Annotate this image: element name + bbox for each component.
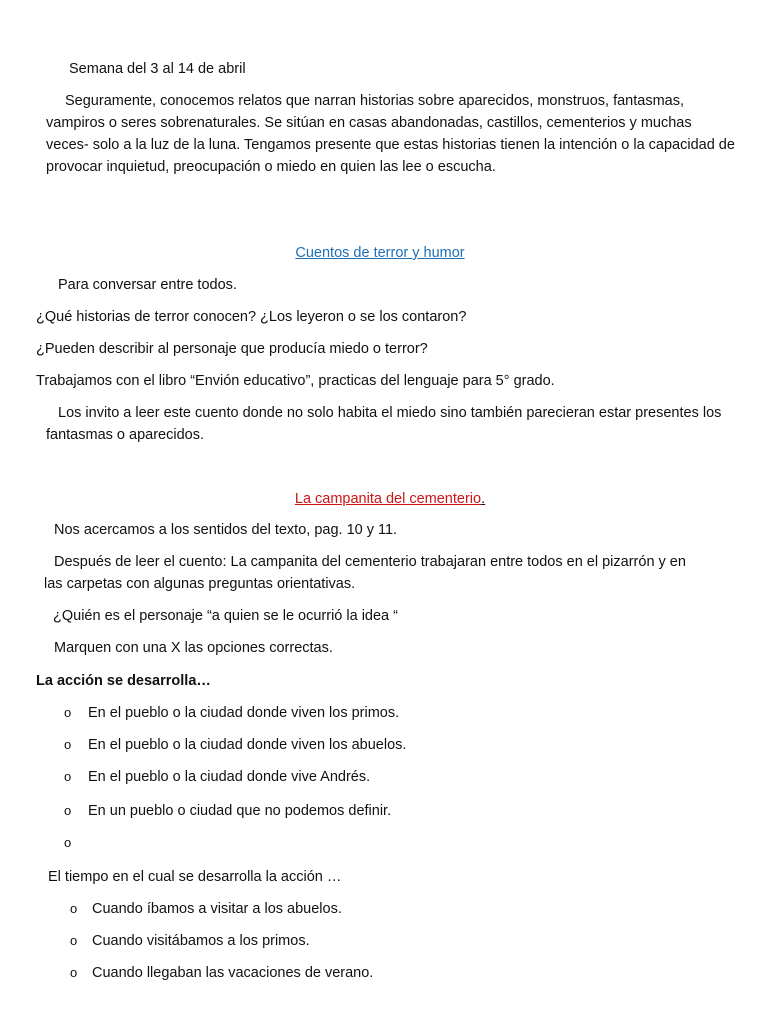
section-title-cuentos[interactable]: Cuentos de terror y humor	[295, 245, 465, 261]
bullet-icon: o	[70, 965, 78, 980]
action-heading: La acción se desarrolla…	[36, 673, 211, 689]
action-option-1: En el pueblo o la ciudad donde viven los primos.	[88, 705, 400, 721]
bullet-icon: o	[64, 705, 72, 720]
section-title-campanita[interactable]: La campanita del cementerio	[294, 491, 482, 507]
invite-paragraph: Los invito a leer este cuento donde no solo habita el miedo sino también parecieran estar presentes los fantasmas o aparecidos.	[46, 405, 722, 443]
bullet-icon: o	[70, 901, 78, 916]
text-meaning-line: Nos acercamos a los sentidos del texto, pag. 10 y 11.	[54, 522, 398, 538]
character-question: ¿Quién es el personaje “a quien se le ocurrió la idea “	[53, 608, 398, 624]
question-stories: ¿Qué historias de terror conocen? ¿Los leyeron o se los contaron?	[36, 309, 467, 325]
bullet-icon: o	[64, 737, 72, 752]
bullet-icon: o	[70, 933, 78, 948]
action-option-2: En el pueblo o la ciudad donde viven los abuelos.	[88, 737, 407, 753]
after-reading-paragraph: Después de leer el cuento: La campanita del cementerio trabajaran entre todos en el pizarrón y en las carpetas con algunas preguntas orientativas.	[44, 554, 686, 592]
action-option-3: En el pueblo o la ciudad donde vive Andrés.	[88, 769, 371, 785]
action-option-4: En un pueblo o ciudad que no podemos definir.	[88, 803, 392, 819]
book-reference: Trabajamos con el libro “Envión educativo”, practicas del lenguaje para 5° grado.	[36, 373, 555, 389]
section-title-wrapper	[0, 488, 768, 510]
conversation-prompt: Para conversar entre todos.	[58, 277, 237, 293]
time-heading: El tiempo en el cual se desarrolla la acción …	[48, 869, 342, 885]
bullet-icon: o	[64, 769, 72, 784]
bullet-icon: o	[64, 803, 72, 818]
section-title-period: .	[481, 491, 486, 507]
time-option-1: Cuando íbamos a visitar a los abuelos.	[92, 901, 342, 917]
time-option-3: Cuando llegaban las vacaciones de verano.	[92, 965, 374, 981]
instruction-line: Marquen con una X las opciones correctas.	[54, 640, 333, 656]
bullet-icon: o	[64, 835, 72, 850]
question-character: ¿Pueden describir al personaje que producía miedo o terror?	[36, 341, 428, 357]
time-option-2: Cuando visitábamos a los primos.	[92, 933, 310, 949]
intro-paragraph: Seguramente, conocemos relatos que narran historias sobre aparecidos, monstruos, fantasmas, vampiros o seres sobrenaturales. Se sitúan en casas abandonadas, castillos, cementerios y muchas veces- solo a la luz de la luna. Tengamos presente que estas historias tienen la intención o la capacidad de provocar inquietud, preocupación o miedo en quien las lee o escucha.	[46, 93, 735, 175]
week-heading: Semana del 3 al 14 de abril	[69, 61, 246, 77]
